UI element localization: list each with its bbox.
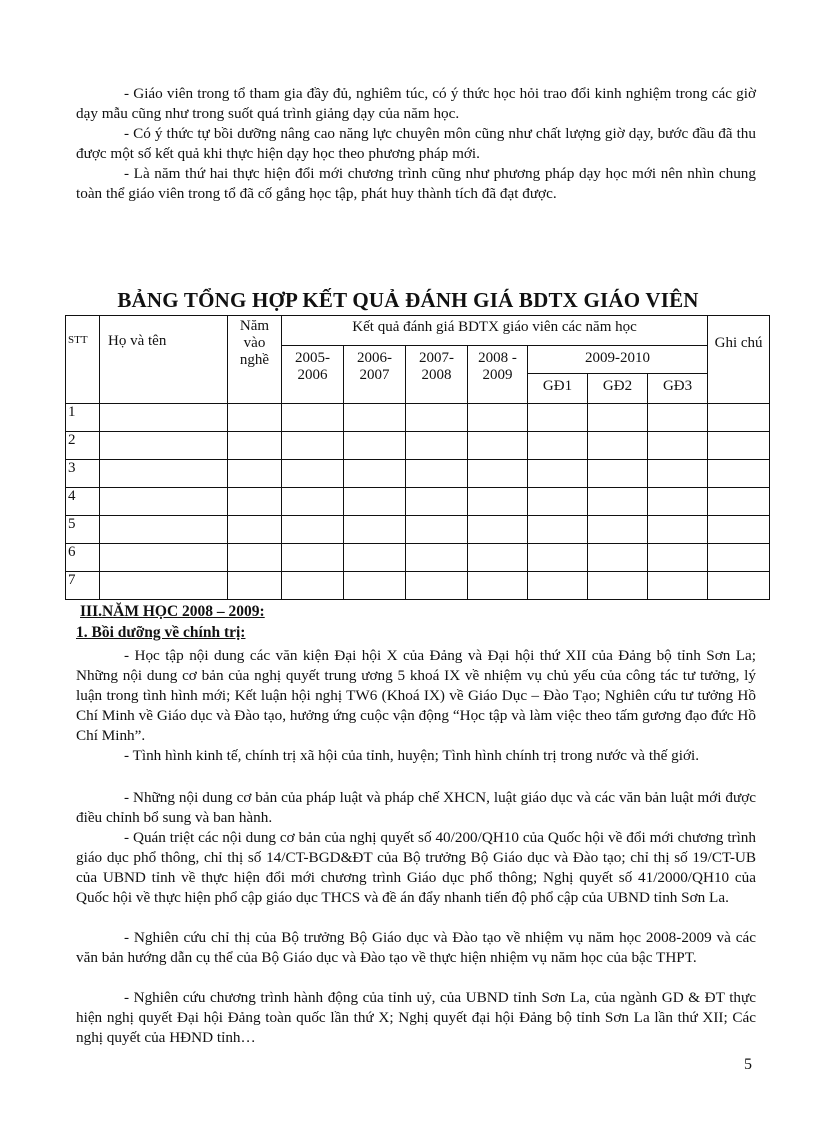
section-paragraph: - Nghiên cứu chương trình hành động của tỉnh uỷ, của UBND tỉnh Sơn La, của ngành GD & ĐT thực hiện nghị quyết Đại hội Đảng toàn quốc lần thứ X; Nghị quyết đại hội Đảng bộ tỉnh Sơn La lần thứ XII; Các nghị quyết của HĐND tỉnh… [76, 989, 756, 1046]
header-name: Họ và tên [100, 316, 228, 404]
row-number: 1 [66, 404, 100, 432]
row-number: 7 [66, 572, 100, 600]
header-phase: GĐ3 [648, 374, 708, 404]
intro-paragraph: - Giáo viên trong tổ tham gia đầy đủ, nghiêm túc, có ý thức học hỏi trao đổi kinh nghiệm trong các giờ dạy mẫu cũng như trong suốt quá trình giảng dạy của năm học. [76, 85, 756, 122]
header-phase: GĐ1 [528, 374, 588, 404]
header-year: 2008 - 2009 [468, 346, 528, 404]
intro-paragraph: - Là năm thứ hai thực hiện đổi mới chương trình cũng như phương pháp dạy học mới nên nhìn chung toàn thể giáo viên trong tổ đã cố gắng học tập, phát huy thành tích đã đạt được. [76, 165, 756, 202]
evaluation-table [65, 315, 770, 600]
header-stt: STT [66, 316, 100, 404]
row-number: 2 [66, 432, 100, 460]
section-paragraph: - Học tập nội dung các văn kiện Đại hội X của Đảng và Đại hội thứ XII của Đảng bộ tỉnh Sơn La; Những nội dung cơ bản của nghị quyết trung ương 5 khoá IX về nhiệm vụ chủ yếu của công tác tư tưởng, lý luận trong tình hình mới; Kết luận hội nghị TW6 (Khoá IX) về Giáo Dục – Đào Tạo; Nghiên cứu tư tưởng Hồ Chí Minh về Giáo dục và Đào tạo, hưởng ứng cuộc vận động “Học tập và làm việc theo tấm gương đạo đức Hồ Chí Minh”. [76, 647, 756, 744]
table-title: BẢNG TỔNG HỢP KẾT QUẢ ĐÁNH GIÁ BDTX GIÁO VIÊN [117, 288, 699, 312]
intro-paragraph: - Có ý thức tự bồi dưỡng nâng cao năng lực chuyên môn cũng như chất lượng giờ dạy, bước đầu đã thu được một số kết quả khi thực hiện dạy học theo phương pháp mới. [76, 125, 756, 162]
section-paragraph: - Quán triệt các nội dung cơ bản của nghị quyết số 40/200/QH10 của Quốc hội về đổi mới chương trình giáo dục phổ thông, chỉ thị số 14/CT-BGD&ĐT của Bộ trưởng Bộ Giáo dục và Đào tạo; chỉ thị số 19/CT-UB của UBND tỉnh về thực hiện đổi mới chương trình Giáo dục phổ thông; Nghị quyết số 41/2000/QH10 của Quốc hội về thực hiện phổ cập giáo dục THCS và đề án đẩy nhanh tiến độ phổ cập của UBND tỉnh Sơn La. [76, 829, 756, 906]
section-paragraph: - Tình hình kinh tế, chính trị xã hội của tỉnh, huyện; Tình hình chính trị trong nước và thế giới. [124, 747, 700, 764]
header-year: 2005-2006 [282, 346, 344, 404]
header-year: 2007-2008 [406, 346, 468, 404]
section-heading: III.NĂM HỌC 2008 – 2009: [80, 603, 265, 620]
row-number: 3 [66, 460, 100, 488]
header-year-in: Năm vào nghề [228, 316, 282, 404]
section-paragraph: - Những nội dung cơ bản của pháp luật và pháp chế XHCN, luật giáo dục và các văn bản luật mới được điều chỉnh bổ sung và ban hành. [76, 789, 756, 826]
header-year: 2006-2007 [344, 346, 406, 404]
header-note: Ghi chú [708, 316, 770, 404]
row-number: 4 [66, 488, 100, 516]
header-phase: GĐ2 [588, 374, 648, 404]
page-number: 5 [744, 1056, 752, 1073]
section-subheading: 1. Bồi dưỡng về chính trị: [76, 624, 246, 641]
header-year-current: 2009-2010 [528, 346, 708, 374]
row-number: 5 [66, 516, 100, 544]
section-paragraph: - Nghiên cứu chỉ thị của Bộ trưởng Bộ Giáo dục và Đào tạo về nhiệm vụ năm học 2008-2009 và các văn bản hướng dẫn cụ thể của Bộ Giáo dục và Đào tạo về thực hiện nhiệm vụ năm học của bậc THPT. [76, 929, 756, 966]
header-results: Kết quả đánh giá BDTX giáo viên các năm học [282, 316, 708, 346]
row-number: 6 [66, 544, 100, 572]
